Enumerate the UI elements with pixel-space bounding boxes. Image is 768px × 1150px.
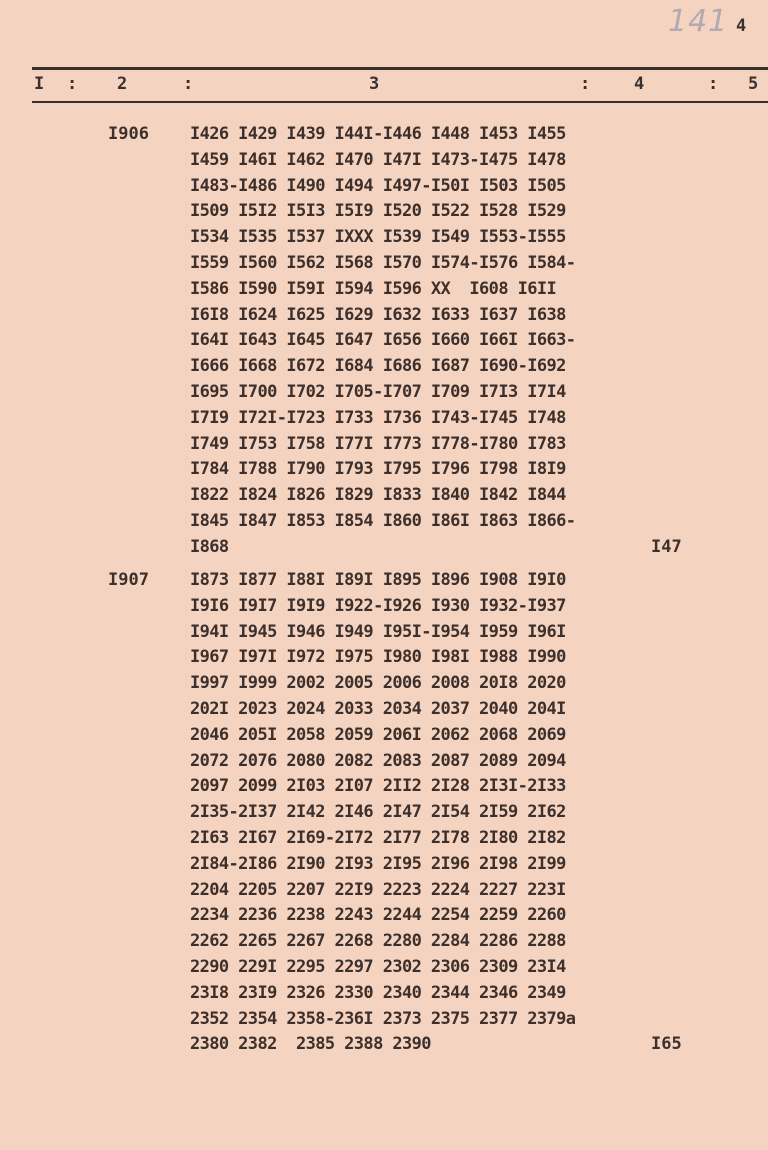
entry-page-ref: I47 bbox=[651, 536, 682, 557]
entry-number-line: I695 I700 I702 I705-I707 I709 I7I3 I7I4 bbox=[190, 382, 566, 402]
entry-number-line: I997 I999 2002 2005 2006 2008 20I8 2020 bbox=[190, 673, 566, 694]
entry-number-line: I868 bbox=[190, 536, 229, 557]
entry-number-line: I534 I535 I537 IXXX I539 I549 I553-I555 bbox=[190, 227, 566, 248]
column-separator: : bbox=[183, 74, 194, 94]
entry-number-line: 2097 2099 2I03 2I07 2II2 2I28 2I3I-2I33 bbox=[190, 776, 566, 797]
entry-number-line: I459 I46I I462 I470 I47I I473-I475 I478 bbox=[190, 149, 566, 170]
entry-number-line: I586 I590 I59I I594 I596 XX I608 I6II bbox=[190, 278, 557, 299]
header-rule-bottom bbox=[32, 101, 768, 103]
entry-number-line: I666 I668 I672 I684 I686 I687 I690-I692 bbox=[190, 356, 566, 377]
entry-number-line: 202I 2023 2024 2033 2034 2037 2040 204I bbox=[190, 699, 566, 719]
entry-number-line: 2I35-2I37 2I42 2I46 2I47 2I54 2I59 2I62 bbox=[190, 802, 566, 823]
entry-number-line: I559 I560 I562 I568 I570 I574-I576 I584- bbox=[190, 253, 576, 273]
entry-number-line: 23I8 23I9 2326 2330 2340 2344 2346 2349 bbox=[190, 982, 566, 1003]
entry-number-line: I784 I788 I790 I793 I795 I796 I798 I8I9 bbox=[190, 459, 566, 480]
entry-number-line: 2072 2076 2080 2082 2083 2087 2089 2094 bbox=[190, 750, 566, 771]
entry-number-line: 2046 205I 2058 2059 206I 2062 2068 2069 bbox=[190, 724, 566, 745]
column-header-4: 4 bbox=[634, 74, 645, 94]
handwritten-page-number: 141 bbox=[668, 4, 729, 39]
entry-year: I906 bbox=[108, 124, 149, 144]
column-separator: : bbox=[67, 74, 78, 94]
entry-number-line: I749 I753 I758 I77I I773 I778-I780 I783 bbox=[190, 433, 566, 454]
entry-number-line: I94I I945 I946 I949 I95I-I954 I959 I96I bbox=[190, 621, 566, 642]
entry-number-line: 2I63 2I67 2I69-2I72 2I77 2I78 2I80 2I82 bbox=[190, 828, 566, 848]
entry-number-line: 2290 229I 2295 2297 2302 2306 2309 23I4 bbox=[190, 957, 566, 977]
entry-number-line: I64I I643 I645 I647 I656 I660 I66I I663- bbox=[190, 330, 576, 351]
entry-number-line: I6I8 I624 I625 I629 I632 I633 I637 I638 bbox=[190, 304, 566, 325]
column-header-1: I bbox=[34, 74, 45, 94]
entry-number-line: I845 I847 I853 I854 I860 I86I I863 I866- bbox=[190, 511, 576, 531]
entry-number-line: 2380 2382 2385 2388 2390 bbox=[190, 1034, 431, 1055]
entry-number-line: I873 I877 I88I I89I I895 I896 I908 I9I0 bbox=[190, 570, 566, 590]
page-number: 4 bbox=[736, 16, 747, 36]
entry-number-line: I967 I97I I972 I975 I980 I98I I988 I990 bbox=[190, 647, 566, 668]
entry-number-line: I426 I429 I439 I44I-I446 I448 I453 I455 bbox=[190, 124, 566, 144]
entry-number-line: I7I9 I72I-I723 I733 I736 I743-I745 I748 bbox=[190, 407, 566, 428]
entry-number-line: 2I84-2I86 2I90 2I93 2I95 2I96 2I98 2I99 bbox=[190, 853, 566, 874]
column-separator: : bbox=[708, 74, 719, 94]
column-header-5: 5 bbox=[748, 74, 759, 94]
column-header-3: 3 bbox=[369, 74, 380, 94]
entry-number-line: 2234 2236 2238 2243 2244 2254 2259 2260 bbox=[190, 905, 566, 926]
entry-number-line: I822 I824 I826 I829 I833 I840 I842 I844 bbox=[190, 485, 566, 506]
entry-number-line: I509 I5I2 I5I3 I5I9 I520 I522 I528 I529 bbox=[190, 201, 566, 222]
column-header-2: 2 bbox=[117, 74, 128, 94]
entry-number-line: 2262 2265 2267 2268 2280 2284 2286 2288 bbox=[190, 931, 566, 952]
entry-page-ref: I65 bbox=[651, 1034, 682, 1055]
entry-year: I907 bbox=[108, 570, 149, 590]
entry-number-line: I9I6 I9I7 I9I9 I922-I926 I930 I932-I937 bbox=[190, 595, 566, 616]
entry-number-line: I483-I486 I490 I494 I497-I50I I503 I505 bbox=[190, 175, 566, 196]
entry-number-line: 2352 2354 2358-236I 2373 2375 2377 2379a bbox=[190, 1008, 576, 1029]
column-separator: : bbox=[580, 74, 591, 94]
header-rule-top bbox=[32, 67, 768, 70]
entry-number-line: 2204 2205 2207 22I9 2223 2224 2227 223I bbox=[190, 879, 566, 900]
